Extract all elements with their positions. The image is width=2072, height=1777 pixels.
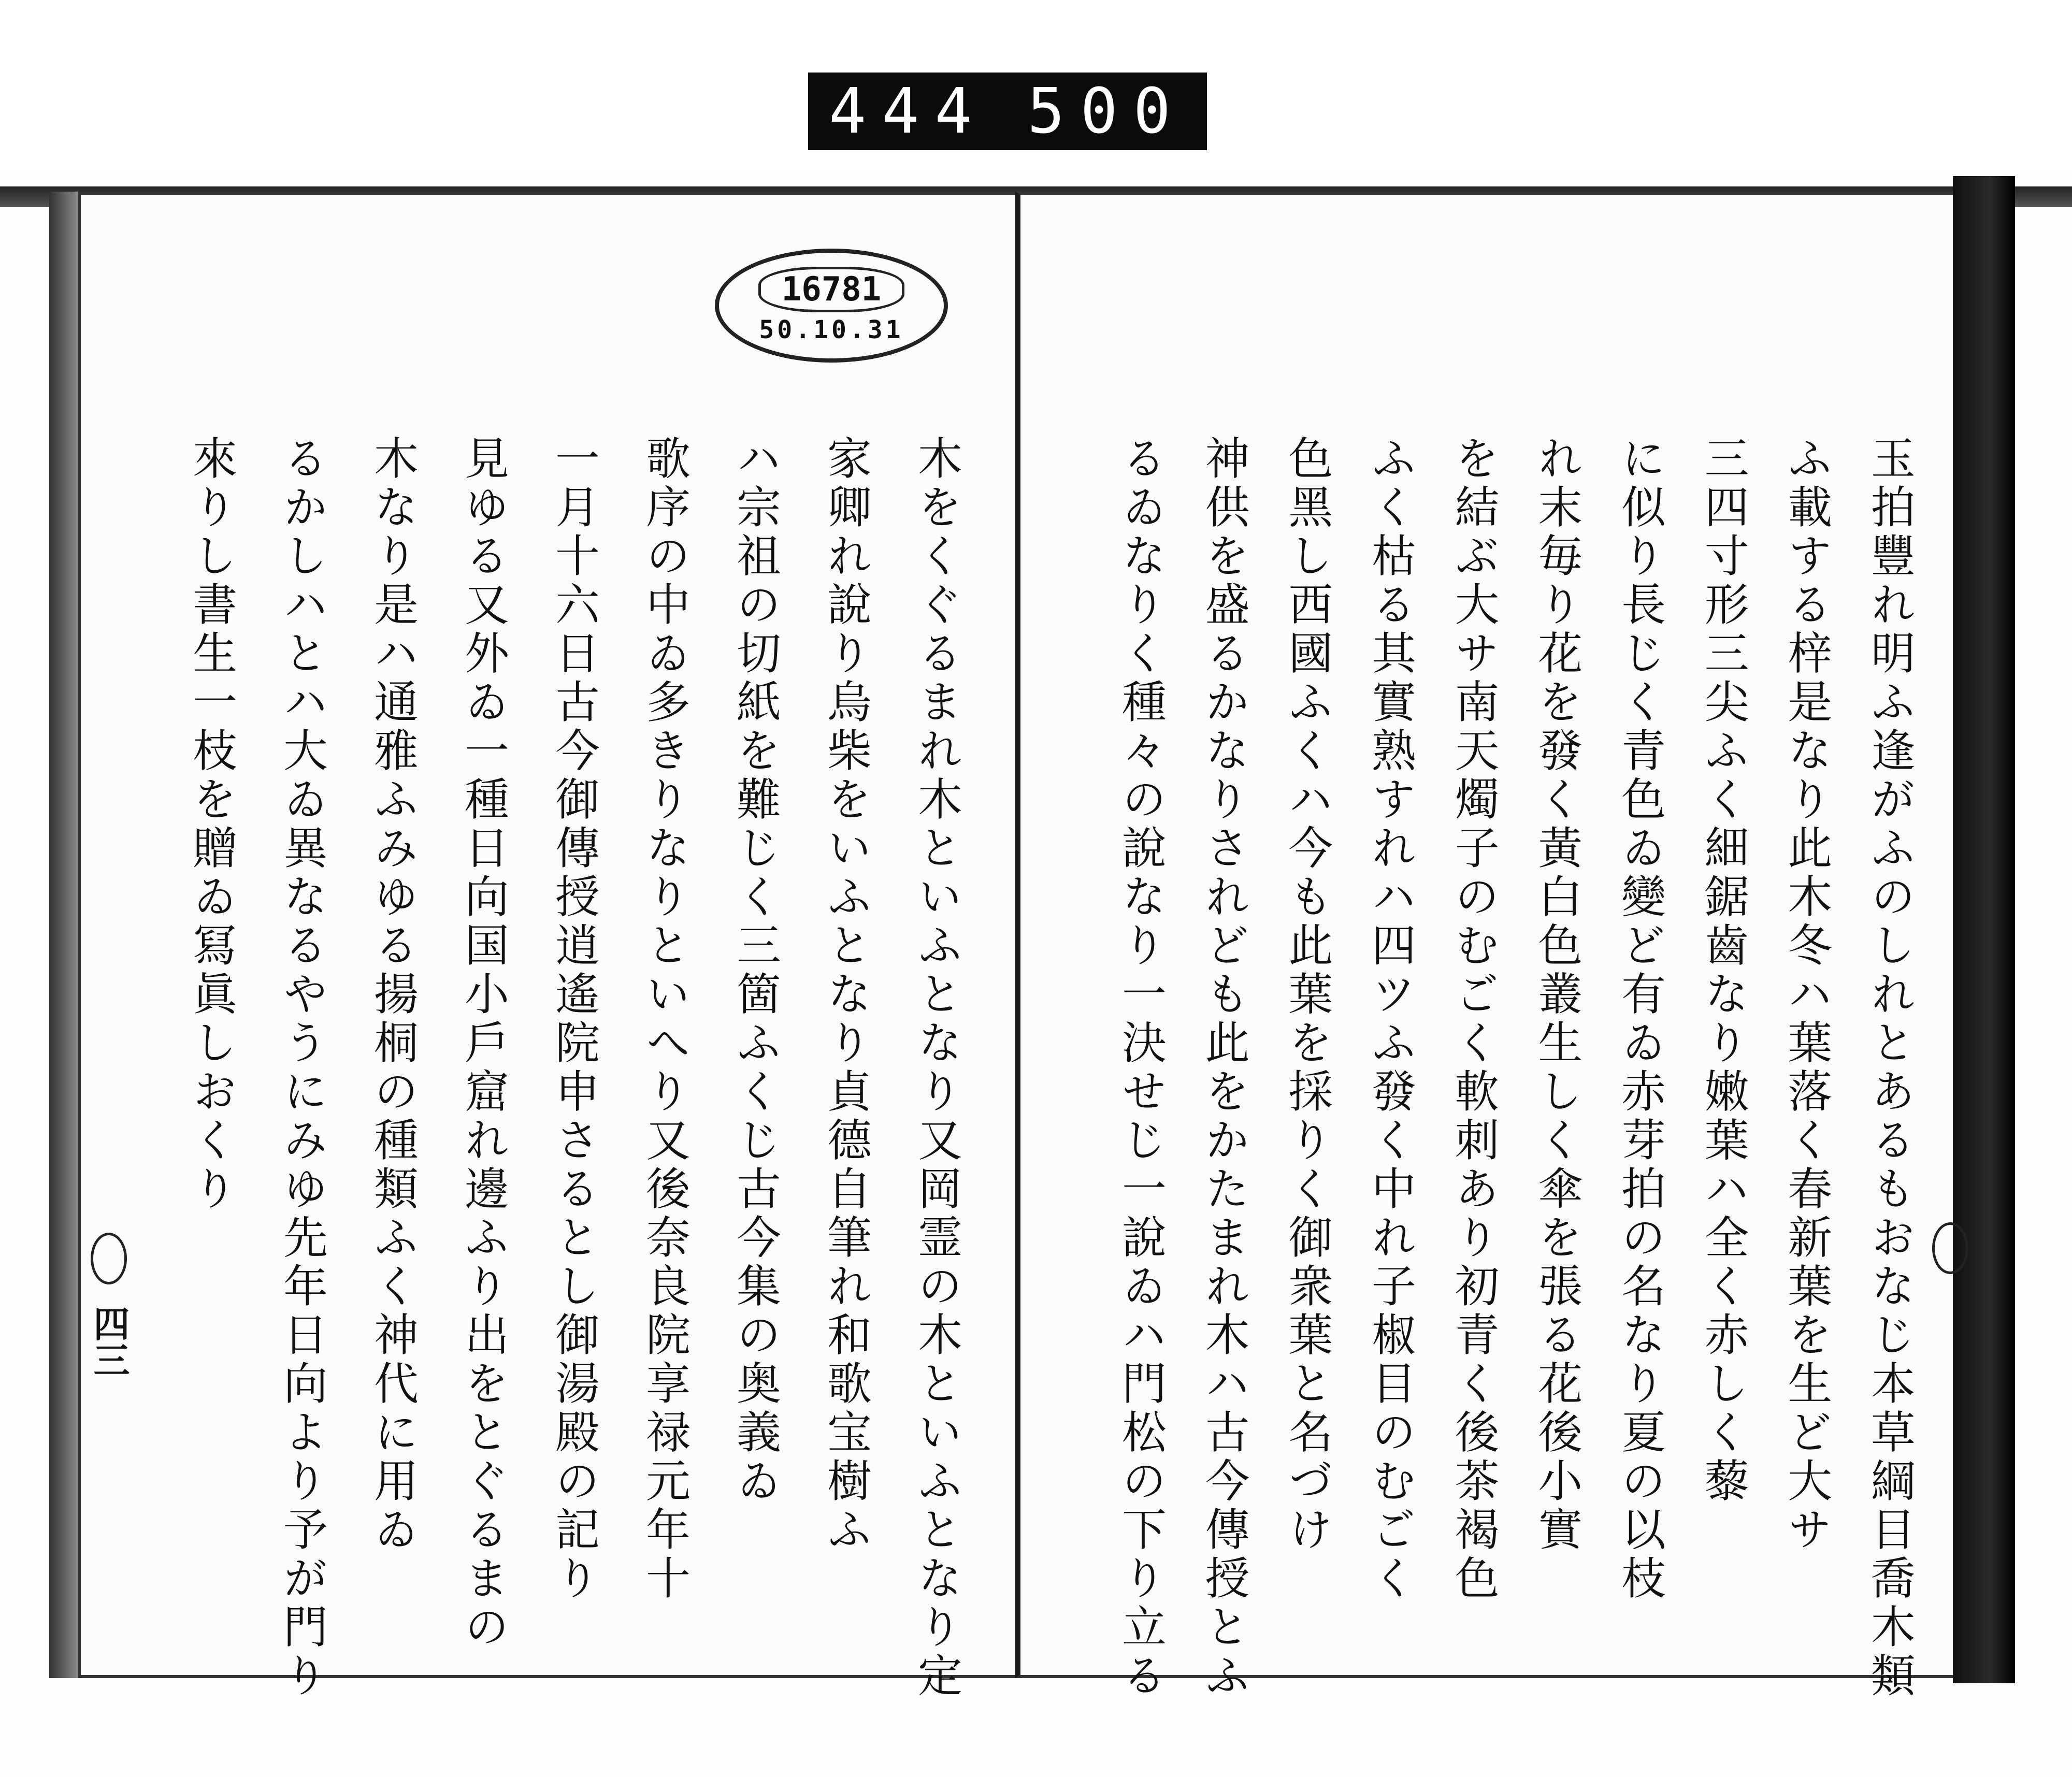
library-stamp bbox=[715, 249, 948, 363]
binding-hole-icon bbox=[91, 1233, 127, 1284]
text-column: 來りし書生一枝を贈ゐ冩眞しおくり bbox=[185, 435, 237, 1214]
catalog-number-left: 444 bbox=[829, 75, 988, 148]
text-column: るゐなりく種々の說なり一決せじ一說ゐハ門松の下り立る bbox=[1114, 435, 1166, 1701]
right-page-text bbox=[1103, 435, 1915, 1701]
text-column: ハ宗祖の切紙を難じく三箇ふくじ古今集の奥義ゐ bbox=[729, 435, 781, 1506]
text-column: を結ぶ大サ南天燭子のむごく軟刺あり初青く後茶褐色 bbox=[1447, 435, 1499, 1603]
text-column: ふく枯る其實熟すれハ四ツふ發く中れ子椒目のむごく bbox=[1363, 435, 1416, 1603]
text-column: 色黑し西國ふくハ今も此葉を採りく御衆葉と名づけ bbox=[1280, 435, 1333, 1555]
text-column: 木なり是ハ通雅ふみゆる揚桐の種類ふく神代に用ゐ bbox=[366, 435, 418, 1555]
text-column: 玉拍豐れ明ふ逢がふのしれとあるもおなじ本草綱目喬木類 bbox=[1863, 435, 1915, 1701]
text-column: 一月十六日古今御傳授逍遙院申さるとし御湯殿の記り bbox=[548, 435, 599, 1603]
text-column: 三四寸形三尖ふく細鋸齒なり嫩葉ハ全く赤しく藜 bbox=[1696, 435, 1749, 1506]
text-column: 神供を盛るかなりされども此をかたまれ木ハ古今傳授とふ bbox=[1197, 435, 1249, 1701]
book-left-edge bbox=[49, 192, 78, 1678]
binding-hole-icon bbox=[1932, 1222, 1968, 1274]
catalog-number-right: 500 bbox=[1027, 75, 1186, 148]
text-column: るかしハとハ大ゐ異なるやうにみゆ先年日向より予が門り bbox=[276, 435, 327, 1701]
text-column: 見ゆる又外ゐ一種日向国小戶窟れ邊ふり出をとぐるまの bbox=[457, 435, 509, 1652]
text-column: 家卿れ說り烏柴をいふとなり貞德自筆れ和歌宝樹ふ bbox=[819, 435, 871, 1555]
book-right-edge bbox=[1953, 176, 2015, 1683]
stamp-number: 16781 bbox=[758, 267, 905, 312]
text-column: 木をくぐるまれ木といふとなり又岡霊の木といふとなり定 bbox=[910, 435, 962, 1701]
page-number: 四三 bbox=[88, 1305, 131, 1378]
text-column: ふ載する梓是なり此木冬ハ葉落く春新葉を生ど大サ bbox=[1780, 435, 1832, 1555]
left-page-text bbox=[171, 435, 962, 1701]
text-column: れ末毎り花を發く黃白色叢生しく傘を張る花後小實 bbox=[1530, 435, 1582, 1555]
text-column: 歌序の中ゐ多きりなりといへり又後奈良院享禄元年十 bbox=[638, 435, 690, 1603]
text-column: に似り長じく青色ゐ變ど有ゐ赤芽拍の名なり夏の以枝 bbox=[1613, 435, 1665, 1603]
stamp-date: 50.10.31 bbox=[759, 315, 904, 344]
catalog-number-label bbox=[808, 73, 1207, 150]
